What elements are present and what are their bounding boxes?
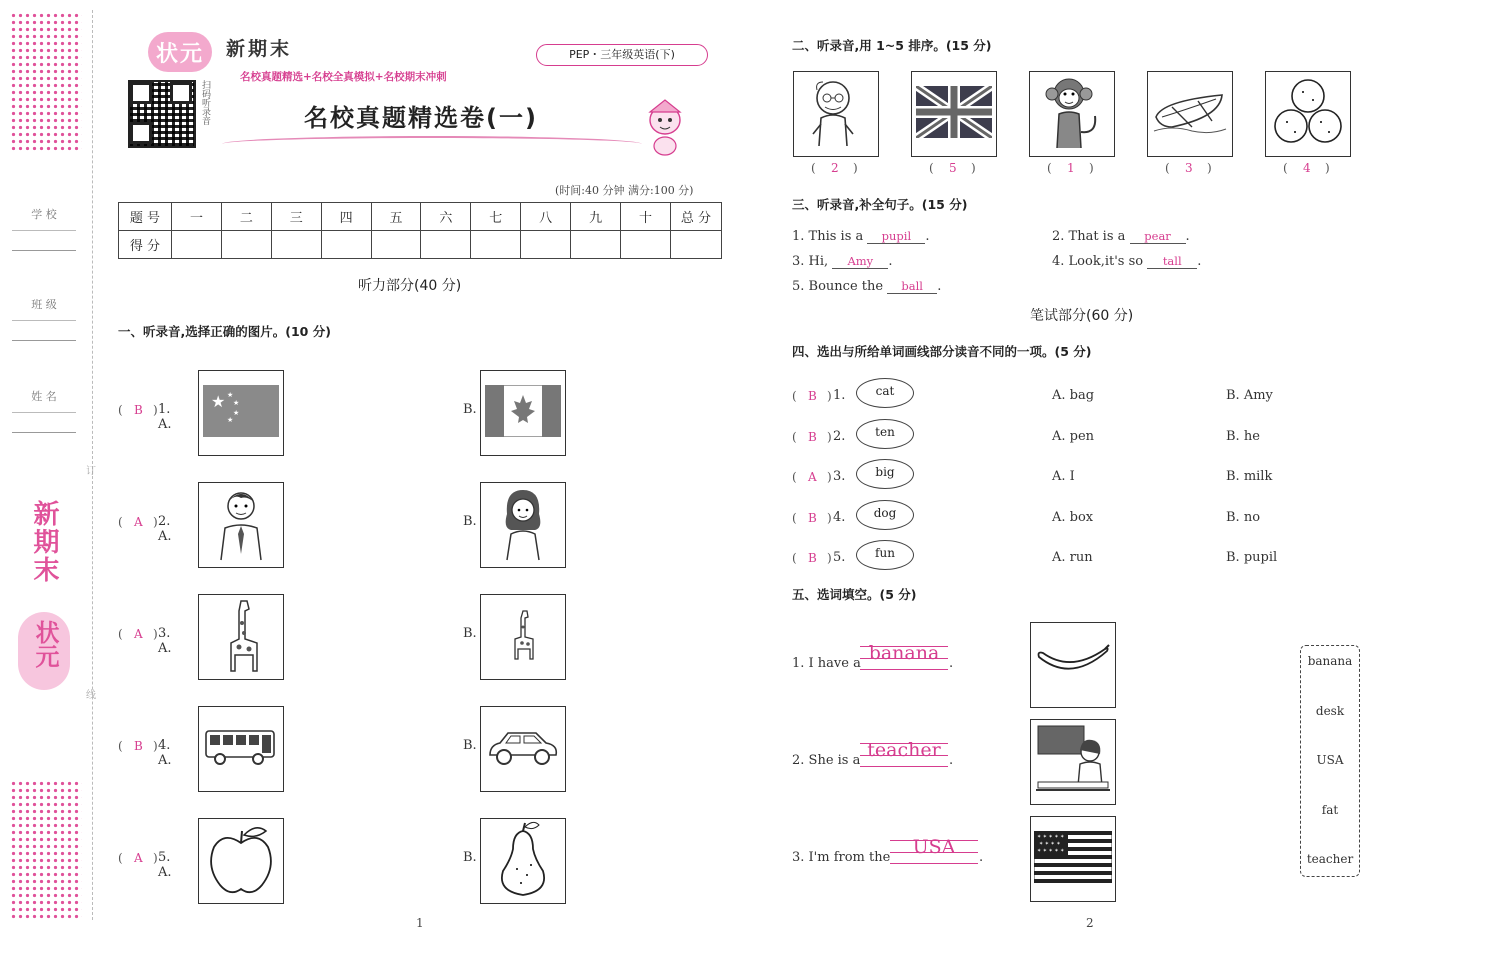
answer-text[interactable]: B (808, 429, 817, 444)
binding-mark: 订 (86, 466, 96, 477)
paren-close: ) (153, 403, 158, 417)
option-b-label: B. (463, 738, 477, 753)
option-a-image[interactable] (198, 482, 284, 568)
paren-open: ( (792, 470, 797, 484)
paren-close: ) (853, 161, 858, 175)
score-cell: 十 (621, 203, 671, 231)
option-b-label: B. (463, 402, 477, 417)
sidebar-dots-top (10, 12, 82, 152)
word-bubble: cat (856, 378, 914, 408)
score-input[interactable] (271, 231, 321, 259)
sentence-end: . (937, 279, 942, 294)
vertical-logo-text: 状元 (31, 620, 59, 668)
sentence-start: 1. I have a (792, 656, 861, 671)
svg-text:★: ★ (233, 409, 240, 417)
monkey-icon (1037, 72, 1107, 156)
svg-text:★: ★ (211, 392, 226, 411)
paren-open: ( (929, 161, 934, 175)
listening-heading: 听力部分(40 分) (358, 278, 462, 294)
writing-heading: 笔试部分(60 分) (1030, 308, 1134, 324)
score-cell: 五 (371, 203, 421, 231)
score-input[interactable] (221, 231, 271, 259)
page-number-left: 1 (416, 916, 424, 930)
option-b[interactable]: B. milk (1226, 469, 1273, 484)
answer-text[interactable]: A (134, 627, 143, 641)
paren-close: ) (153, 627, 158, 641)
option-b[interactable]: B. pupil (1226, 550, 1278, 565)
uk-flag-icon (916, 86, 992, 142)
svg-text:★: ★ (233, 399, 240, 407)
sentence-end: . (888, 254, 893, 269)
option-a[interactable]: A. I (1052, 469, 1075, 484)
score-input[interactable] (671, 231, 722, 259)
paren-close: ) (827, 429, 832, 444)
paren-close: ) (1207, 161, 1212, 175)
question-number: 4. (833, 509, 846, 525)
paren-open: ( (792, 429, 797, 444)
sentence-start: 2. That is a (1052, 229, 1126, 244)
section2-picture[interactable] (793, 71, 879, 157)
sentence-start: 2. She is a (792, 753, 861, 768)
fill-sentence (792, 254, 892, 269)
option-b-image[interactable] (480, 482, 566, 568)
paren-close: ) (153, 739, 158, 753)
word-bank (1300, 645, 1360, 877)
car-icon (486, 725, 560, 773)
section4-title: 四、选出与所给单词画线部分读音不同的一项。(5 分) (792, 344, 1092, 359)
giraffe-large-icon (211, 595, 271, 679)
score-cell: 总 分 (671, 203, 722, 231)
main-title: 名校真题精选卷(一) (304, 104, 538, 132)
paren-close: ) (971, 161, 976, 175)
fill-sentence (1052, 254, 1201, 269)
sidebar-field-label: 学 校 (31, 208, 57, 221)
answer-text[interactable]: A (808, 470, 817, 484)
word-bank-item[interactable]: desk (1315, 703, 1345, 718)
option-a-image[interactable] (198, 594, 284, 680)
sentence-end: . (949, 656, 954, 671)
girl-icon (493, 484, 553, 566)
paren-open: ( (1283, 161, 1288, 175)
word-bank-item[interactable]: banana (1307, 654, 1353, 668)
page-number-right: 2 (1086, 916, 1094, 930)
paren-close: ) (827, 551, 832, 565)
section2-picture[interactable] (1147, 71, 1233, 157)
question-number: 1. (833, 388, 846, 403)
score-cell: 八 (521, 203, 571, 231)
answer-word[interactable]: USA (912, 836, 956, 858)
word-bank-item[interactable]: teacher (1306, 852, 1354, 866)
score-cell: 四 (321, 203, 371, 231)
score-row-values (119, 231, 722, 259)
fill-sentence (1052, 229, 1190, 244)
svg-text:★: ★ (227, 391, 234, 399)
qr-corner (130, 82, 152, 104)
paren-close: ) (1089, 161, 1094, 175)
answer-text[interactable]: B (808, 389, 817, 403)
brand-title: 新期末 (226, 38, 293, 60)
apple-icon (206, 821, 276, 901)
header-subtitle: 名校真题精选+名校全真模拟+名校期末冲刺 (240, 71, 447, 83)
sentence-start: 4. Look,it's so (1052, 254, 1144, 269)
section2-picture[interactable] (1265, 71, 1351, 157)
logo-text: 状元 (156, 42, 205, 67)
qr-corner (170, 82, 192, 104)
option-a[interactable]: A. bag (1052, 388, 1095, 403)
paren-open: ( (811, 161, 816, 175)
sentence-start: 3. I'm from the (792, 850, 891, 865)
paren-open: ( (118, 739, 123, 753)
sentence-end: . (1185, 229, 1190, 244)
section3-title: 三、听录音,补全句子。(15 分) (792, 197, 968, 212)
svg-text:✶ ✶ ✶ ✶ ✶: ✶ ✶ ✶ ✶ ✶ (1037, 848, 1065, 854)
question-number: 3. A. (158, 626, 172, 656)
sentence-end: . (925, 229, 930, 244)
option-a[interactable]: A. box (1052, 509, 1094, 525)
score-cell: 一 (172, 203, 222, 231)
svg-text:✶ ✶ ✶ ✶: ✶ ✶ ✶ ✶ (1039, 841, 1061, 847)
option-b[interactable]: B. he (1226, 428, 1260, 444)
answer-text[interactable]: B (134, 403, 143, 417)
word-bubble: big (856, 459, 914, 489)
option-b-image[interactable] (480, 370, 566, 456)
sidebar-dots-bottom (10, 780, 82, 920)
sidebar-field-school (12, 198, 76, 251)
paren-open: ( (792, 389, 797, 403)
sentence-end: . (1197, 254, 1202, 269)
option-b-label: B. (463, 514, 477, 529)
section5-picture (1030, 622, 1116, 708)
answer-text[interactable]: B (808, 551, 817, 565)
answer-blank[interactable]: pear (1130, 229, 1186, 244)
answer-blank[interactable]: Amy (832, 254, 888, 269)
paren-close: ) (827, 510, 832, 525)
sidebar-field-class (12, 290, 76, 341)
section1-title: 一、听录音,选择正确的图片。(10 分) (118, 324, 331, 339)
sidebar-field-name (12, 382, 76, 433)
score-input[interactable] (471, 231, 521, 259)
time-info: (时间:40 分钟 满分:100 分) (555, 184, 694, 197)
question-number: 4. A. (158, 738, 172, 768)
paren-open: ( (118, 515, 123, 529)
paren-close: ) (153, 515, 158, 529)
word-bank-item[interactable]: USA (1316, 753, 1344, 767)
section2-picture[interactable] (911, 71, 997, 157)
score-cell: 二 (221, 203, 271, 231)
svg-text:✶ ✶ ✶ ✶ ✶: ✶ ✶ ✶ ✶ ✶ (1037, 834, 1065, 840)
order-answer[interactable]: 4 (1303, 161, 1311, 175)
question-number: 5. A. (158, 850, 172, 880)
option-a-image[interactable] (198, 370, 284, 456)
option-a[interactable]: A. pen (1052, 428, 1095, 444)
question-number: 2. (833, 428, 846, 444)
option-a[interactable]: A. run (1052, 550, 1093, 565)
option-b-image[interactable] (480, 818, 566, 904)
score-input[interactable] (621, 231, 671, 259)
section5-picture (1030, 719, 1116, 805)
score-cell: 七 (471, 203, 521, 231)
option-b-image[interactable] (480, 594, 566, 680)
answer-text[interactable]: B (134, 739, 143, 753)
sentence-start: 3. Hi, (792, 254, 829, 269)
paren-open: ( (118, 627, 123, 641)
word-bank-item[interactable]: fat (1321, 802, 1339, 817)
boy-icon (211, 484, 271, 566)
grandpa-icon (801, 74, 871, 154)
binding-mark: 线 (86, 690, 96, 701)
svg-text:★: ★ (227, 416, 234, 424)
usa-flag-icon (1034, 831, 1112, 887)
fill-sentence (792, 279, 941, 294)
answer-text[interactable]: A (134, 515, 143, 529)
bus-icon (204, 727, 278, 771)
vertical-brand: 新期末 (29, 500, 59, 584)
score-cell: 九 (571, 203, 621, 231)
paren-open: ( (118, 851, 123, 865)
question-number: 2. A. (158, 514, 172, 544)
grade-badge: PEP・三年级英语(下) (536, 44, 708, 66)
paren-open: ( (792, 551, 797, 565)
section5-picture (1030, 816, 1116, 902)
paren-close: ) (153, 851, 158, 865)
oranges-icon (1273, 74, 1343, 154)
score-cell: 得 分 (119, 231, 172, 259)
score-input[interactable] (421, 231, 471, 259)
question-number: 3. (833, 469, 846, 484)
sidebar-field-label: 班 级 (31, 298, 57, 311)
section2-picture[interactable] (1029, 71, 1115, 157)
score-cell: 六 (421, 203, 471, 231)
scan-text: 扫码听录音 (200, 80, 210, 125)
mascot-icon (642, 98, 688, 156)
option-b-label: B. (463, 626, 477, 641)
pear-icon (493, 819, 553, 903)
answer-blank[interactable]: pupil (867, 229, 925, 244)
china-flag-icon (203, 385, 279, 441)
score-input[interactable] (371, 231, 421, 259)
option-a-image[interactable] (198, 706, 284, 792)
word-bubble: fun (856, 540, 914, 570)
score-row-header (119, 203, 722, 231)
answer-text[interactable]: B (808, 510, 817, 525)
word-bubble: dog (856, 500, 914, 530)
giraffe-small-icon (503, 607, 543, 667)
answer-text[interactable]: A (134, 851, 143, 865)
sentence-end: . (949, 753, 954, 768)
question-number: 5. (833, 550, 846, 565)
option-b[interactable]: B. Amy (1226, 388, 1273, 403)
option-b[interactable]: B. no (1226, 509, 1261, 525)
order-answer[interactable]: 1 (1067, 161, 1075, 175)
answer-blank[interactable]: tall (1147, 254, 1197, 269)
sentence-start: 5. Bounce the (792, 279, 884, 294)
title-swoosh (222, 136, 642, 152)
paren-close: ) (827, 470, 832, 484)
order-answer[interactable]: 5 (949, 161, 957, 175)
fill-sentence (792, 229, 930, 244)
paren-open: ( (118, 403, 123, 417)
qr-corner (130, 122, 152, 144)
sentence-end: . (979, 850, 984, 865)
order-answer[interactable]: 2 (831, 161, 839, 175)
option-a-image[interactable] (198, 818, 284, 904)
answer-word[interactable]: teacher (867, 739, 941, 761)
score-input[interactable] (172, 231, 222, 259)
score-input[interactable] (321, 231, 371, 259)
option-b-image[interactable] (480, 706, 566, 792)
word-bubble: ten (856, 419, 914, 449)
paren-close: ) (1325, 161, 1330, 175)
order-answer[interactable]: 3 (1185, 161, 1193, 175)
answer-blank[interactable]: ball (887, 279, 937, 294)
option-b-label: B. (463, 850, 477, 865)
boat-icon (1152, 87, 1228, 141)
teacher-icon (1034, 720, 1112, 804)
score-input[interactable] (521, 231, 571, 259)
score-table (118, 202, 722, 259)
sidebar-field-label: 姓 名 (31, 390, 57, 403)
question-number: 1. A. (158, 402, 172, 432)
section5-title: 五、选词填空。(5 分) (792, 587, 917, 602)
paren-open: ( (1047, 161, 1052, 175)
paren-open: ( (792, 510, 797, 525)
section2-title: 二、听录音,用 1~5 排序。(15 分) (792, 38, 992, 53)
banana-icon (1035, 643, 1111, 687)
score-input[interactable] (571, 231, 621, 259)
sentence-start: 1. This is a (792, 229, 864, 244)
paren-close: ) (827, 389, 832, 403)
score-cell: 三 (271, 203, 321, 231)
score-cell: 题 号 (119, 203, 172, 231)
answer-word[interactable]: banana (868, 642, 940, 664)
canada-flag-icon (485, 385, 561, 441)
paren-open: ( (1165, 161, 1170, 175)
